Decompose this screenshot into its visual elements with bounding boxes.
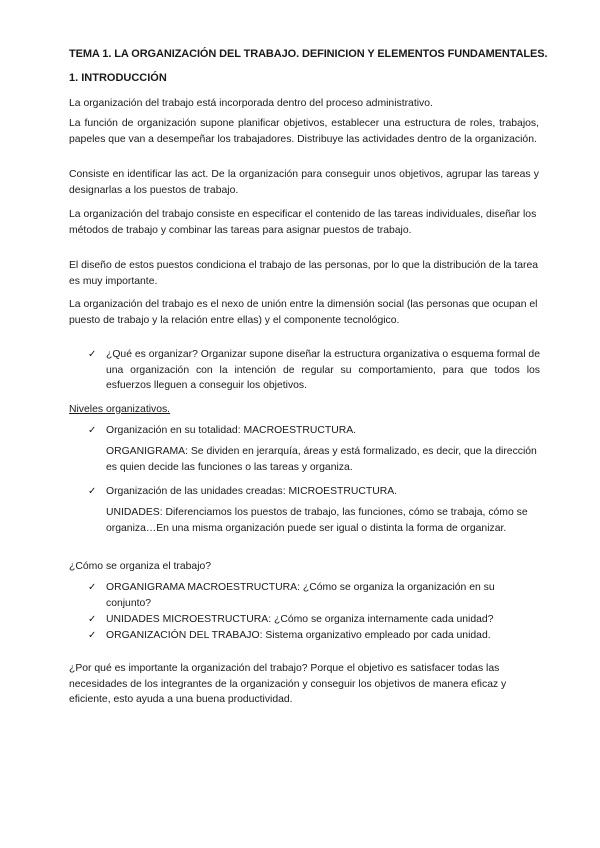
paragraph-2: La función de organización supone planificar objetivos, establecer una estructura de roles, trabajos, papeles que van a desempeñar los trabajadores. Distribuye las actividades dentro de la organización. (69, 118, 539, 145)
paragraph-final: ¿Por qué es importante la organización del trabajo? Porque el objetivo es satisfacer todas las necesidades de los integrantes de la organización y conseguir los objetivos de manera eficaz y eficiente, esto ayuda a una buena productividad. (69, 663, 507, 705)
list-item-text: ¿Qué es organizar? Organizar supone diseñar la estructura organizativa o esquema formal de una organización con la intención de regular su comportamiento, para que todos los esfuerzos lleguen a conseguir los objetivos. (106, 349, 540, 391)
macroestructura-description: ORGANIGRAMA: Se dividen en jerarquía, áreas y está formalizado, es decir, que la dirección es quien decide las funciones o las tareas y organiza. (106, 446, 537, 473)
paragraph-6: La organización del trabajo es el nexo de unión entre la dimensión social (las personas que ocupan el puesto de trabajo y la relación entre ellas) y el componente tecnológico. (69, 299, 538, 326)
paragraph-1: La organización del trabajo está incorporada dentro del proceso administrativo. (69, 98, 433, 109)
paragraph-4: La organización del trabajo consiste en especificar el contenido de las tareas individuales, diseñar los métodos de trabajo y combinar las tareas para asignar puestos de trabajo. (69, 209, 537, 236)
checkmark-icon: ✓ (88, 582, 97, 593)
checkmark-icon: ✓ (88, 614, 97, 625)
list-item-text: Organización de las unidades creadas: MICROESTRUCTURA. (106, 486, 398, 497)
section-heading: 1. INTRODUCCIÓN (69, 72, 167, 84)
subheading-niveles: Niveles organizativos. (69, 404, 171, 415)
list-item-text: Organización en su totalidad: MACROESTRUCTURA. (106, 425, 357, 436)
list-item-text: UNIDADES MICROESTRUCTURA: ¿Cómo se organiza internamente cada unidad? (106, 614, 494, 625)
paragraph-3: Consiste en identificar las act. De la organización para conseguir unos objetivos, agrupar las tareas y designarlas a los puestos de trabajo. (69, 169, 539, 196)
checkmark-icon: ✓ (88, 486, 97, 497)
document-title: TEMA 1. LA ORGANIZACIÓN DEL TRABAJO. DEFINICION Y ELEMENTOS FUNDAMENTALES. (69, 48, 548, 60)
list-item-text: ORGANIZACIÓN DEL TRABAJO: Sistema organizativo empleado por cada unidad. (106, 630, 491, 641)
checkmark-icon: ✓ (88, 425, 97, 436)
checkmark-icon: ✓ (88, 349, 97, 360)
microestructura-description: UNIDADES: Diferenciamos los puestos de trabajo, las funciones, cómo se trabaja, cómo se organiza…En una misma organización puede ser igual o distinta la forma de organizar. (106, 507, 528, 534)
subheading-como: ¿Cómo se organiza el trabajo? (69, 561, 212, 572)
paragraph-5: El diseño de estos puestos condiciona el trabajo de las personas, por lo que la distribución de la tarea es muy importante. (69, 260, 539, 287)
list-item-text: ORGANIGRAMA MACROESTRUCTURA: ¿Cómo se organiza la organización en su conjunto? (106, 582, 495, 609)
checkmark-icon: ✓ (88, 630, 97, 641)
